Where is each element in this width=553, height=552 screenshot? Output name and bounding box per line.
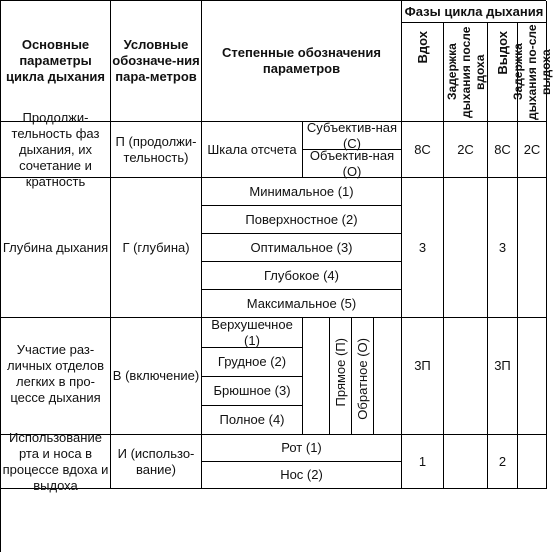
- depth-hold-inhale-value: [444, 178, 488, 318]
- involvement-type: Верхушечное (1): [202, 318, 303, 348]
- symbol-involvement: В (включение): [111, 318, 202, 435]
- scale-subjective: Субъектив-ная (С): [303, 122, 402, 150]
- symbol-duration: П (продолжи-тельность): [111, 122, 202, 178]
- depth-level: Максимальное (5): [202, 290, 402, 318]
- involvement-reverse: Обратное (О): [351, 318, 373, 434]
- symbol-use: И (использо-вание): [111, 435, 202, 489]
- header-symbols: Условные обозначе-ния пара-метров: [111, 1, 202, 122]
- param-involvement: Участие раз-личных отделов легких в про-цессе дыхания: [1, 318, 111, 435]
- involvement-type: Полное (4): [202, 406, 303, 435]
- depth-hold-exhale-value: [518, 178, 547, 318]
- scale-label: Шкала отсчета: [202, 122, 303, 178]
- header-phase-inhale: Вдох: [402, 23, 444, 122]
- param-depth: Глубина дыхания: [1, 178, 111, 318]
- involvement-direct: Прямое (П): [329, 318, 351, 434]
- duration-hold-exhale-value: 2С: [518, 122, 547, 178]
- involvement-spacer: [373, 318, 402, 435]
- use-mouth: Рот (1): [202, 435, 402, 462]
- duration-hold-inhale-value: 2С: [444, 122, 488, 178]
- use-inhale-value: 1: [402, 435, 444, 489]
- duration-exhale-value: 8С: [488, 122, 518, 178]
- scale-objective: Объектив-ная (О): [303, 150, 402, 178]
- param-use: Использование рта и носа в процессе вдоха и выдоха: [1, 435, 111, 489]
- involvement-exhale-value: 3П: [488, 318, 518, 435]
- use-hold-exhale-value: [518, 435, 547, 489]
- depth-inhale-value: 3: [402, 178, 444, 318]
- depth-exhale-value: 3: [488, 178, 518, 318]
- depth-level: Поверхностное (2): [202, 206, 402, 234]
- duration-inhale-value: 8С: [402, 122, 444, 178]
- depth-level: Минимальное (1): [202, 178, 402, 206]
- header-main-parameters: Основные параметры цикла дыхания: [1, 1, 111, 122]
- involvement-hold-inhale-value: [444, 318, 488, 435]
- use-hold-inhale-value: [444, 435, 488, 489]
- header-phase-hold-after-exhale: Задержка дыхания по-сле выдоха: [518, 23, 547, 122]
- header-phase-hold-after-inhale: Задержка дыхания после вдоха: [444, 23, 488, 122]
- header-breathing-phases: Фазы цикла дыхания: [402, 1, 547, 23]
- param-duration: Продолжи-тельность фаз дыхания, их сочетание и кратность: [1, 122, 111, 178]
- depth-level: Оптимальное (3): [202, 234, 402, 262]
- involvement-type: Грудное (2): [202, 348, 303, 377]
- involvement-inhale-value: 3П: [402, 318, 444, 435]
- use-nose: Нос (2): [202, 462, 402, 489]
- involvement-type: Брюшное (3): [202, 377, 303, 406]
- header-phase-exhale: Выдох: [488, 23, 518, 122]
- involvement-hold-exhale-value: [518, 318, 547, 435]
- header-degree-notations: Степенные обозначения параметров: [202, 1, 402, 122]
- symbol-depth: Г (глубина): [111, 178, 202, 318]
- involvement-direction-area: [303, 318, 373, 435]
- depth-level: Глубокое (4): [202, 262, 402, 290]
- use-exhale-value: 2: [488, 435, 518, 489]
